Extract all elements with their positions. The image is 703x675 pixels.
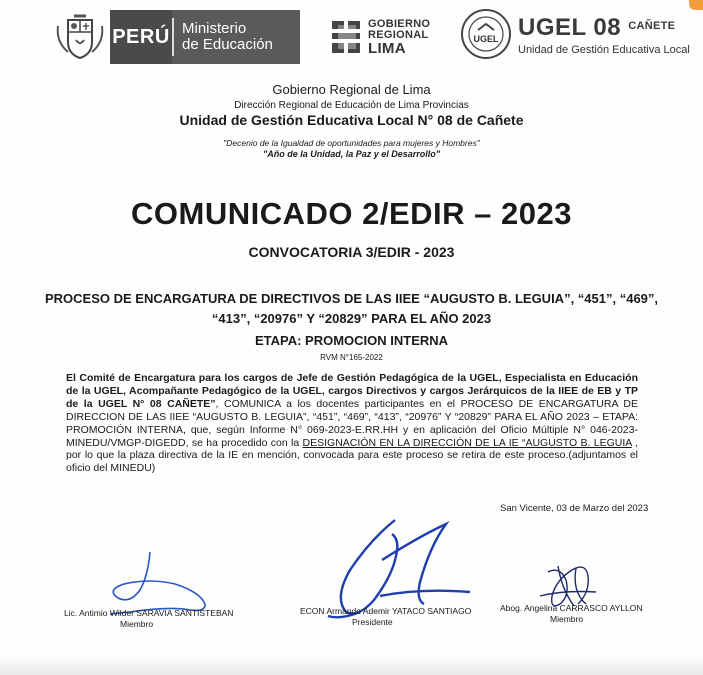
body-designacion: DESIGNACIÓN EN LA DIRECCIÓN DE LA IE “AUGUSTO B. LEGUIA — [302, 436, 632, 449]
ugel-seal-icon — [460, 8, 512, 60]
peru-coat-of-arms-icon — [54, 14, 106, 62]
body-part3: , que, según Informe N° 069-2023-E.RR.HH y en aplicación del Oficio Múltiple N° 046-2023-MINEDU/VMGP-DIGEDD, se ha procedido con la — [66, 423, 638, 449]
signature-2-scribble — [328, 520, 470, 617]
proceso-line2: “413”, “20976” Y “20829” PARA EL AÑO 2023 — [211, 311, 492, 326]
signature-1-name: Lic. Antimio Wilder SARAVIA SANTISTEBAN — [64, 608, 234, 618]
gobierno-regional-logo — [330, 14, 450, 60]
ugel-logo — [460, 8, 700, 64]
etapa-line: ETAPA: PROMOCION INTERNA — [254, 333, 449, 348]
direccion-regional-heading: Dirección Regional de Educación de Lima Provincias — [234, 100, 469, 111]
ugel-main: UGEL 08 — [518, 14, 622, 41]
gobierno-line3: LIMA — [368, 39, 406, 57]
decenio-text: "Decenio de la Igualdad de oportunidades para mujeres y Hombres" — [223, 138, 480, 148]
gobierno-line2: REGIONAL — [368, 28, 429, 41]
ugel-seal-text: UGEL — [473, 34, 499, 44]
ugel-title — [518, 14, 675, 42]
body-paragraph — [66, 372, 638, 475]
signature-3-name: Abog. Angelina CARRASCO AYLLON — [500, 603, 643, 613]
body-process: PROCESO DE ENCARGATURA DE DIRECCION DE LAS IIEE “AUGUSTO B. LEGUIA”, “451”, “469”, “413”, “20976” Y “20829” PARA EL AÑO 2023 – ETAPA: PROMOCIÓN INTERNA — [66, 397, 638, 436]
peru-label: PERÚ — [110, 10, 172, 64]
ministerio-line1: Ministerio — [182, 20, 247, 37]
ministerio-line2: de Educación — [182, 36, 273, 53]
ministerio-label — [174, 21, 273, 53]
signature-1-scribble — [110, 552, 205, 614]
unidad-heading: Unidad de Gestión Educativa Local N° 08 de Cañete — [179, 112, 524, 128]
signature-3-scribble — [540, 566, 596, 606]
ugel-canete: CAÑETE — [628, 20, 676, 32]
anio-text: "Año de la Unidad, la Paz y el Desarrollo" — [262, 149, 441, 159]
header-logos — [0, 0, 703, 70]
gobierno-regional-text — [364, 19, 430, 56]
body-intro: El Comité de Encargatura para los cargos de Jefe de Gestión Pedagógica de la UGEL, Especialista en Educación de la UGEL, Acompañante Pedagógico de la UGEL, cargos Directivos y cargos Jerárquicos de la IIEE de EB y TP de la UGEL N° 08 CAÑETE” — [66, 372, 638, 410]
gobierno-regional-icon — [330, 17, 364, 57]
proceso-line1: PROCESO DE ENCARGATURA DE DIRECTIVOS DE LAS IIEE “AUGUSTO B. LEGUIA”, “451”, “469”, — [44, 291, 659, 306]
body-part4: , por lo que la plaza directiva de la IE en mención, convocada para este proceso se retira de este proceso.(adjuntamos el oficio del MINEDU) — [66, 436, 638, 475]
body-part2: , COMUNICA a los docentes participantes en el — [215, 397, 461, 410]
document-date: San Vicente, 03 de Marzo del 2023 — [500, 503, 649, 514]
signature-3-role: Miembro — [550, 614, 584, 624]
page-bottom-shadow — [0, 655, 703, 675]
convocatoria-subtitle: CONVOCATORIA 3/EDIR - 2023 — [248, 244, 455, 260]
minedu-logo — [110, 10, 300, 64]
gobierno-regional-heading: Gobierno Regional de Lima — [272, 82, 431, 97]
ugel-subtitle: Unidad de Gestión Educativa Local — [518, 44, 690, 56]
rvm-reference: RVM N°165-2022 — [320, 353, 383, 362]
signature-2-role: Presidente — [352, 617, 393, 627]
gobierno-line1: GOBIERNO — [368, 17, 431, 30]
document-title: COMUNICADO 2/EDIR – 2023 — [131, 196, 572, 231]
signature-1-role: Miembro — [120, 619, 154, 629]
signature-2-name: ECON Armando Ademir YATACO SANTIAGO — [300, 606, 472, 616]
